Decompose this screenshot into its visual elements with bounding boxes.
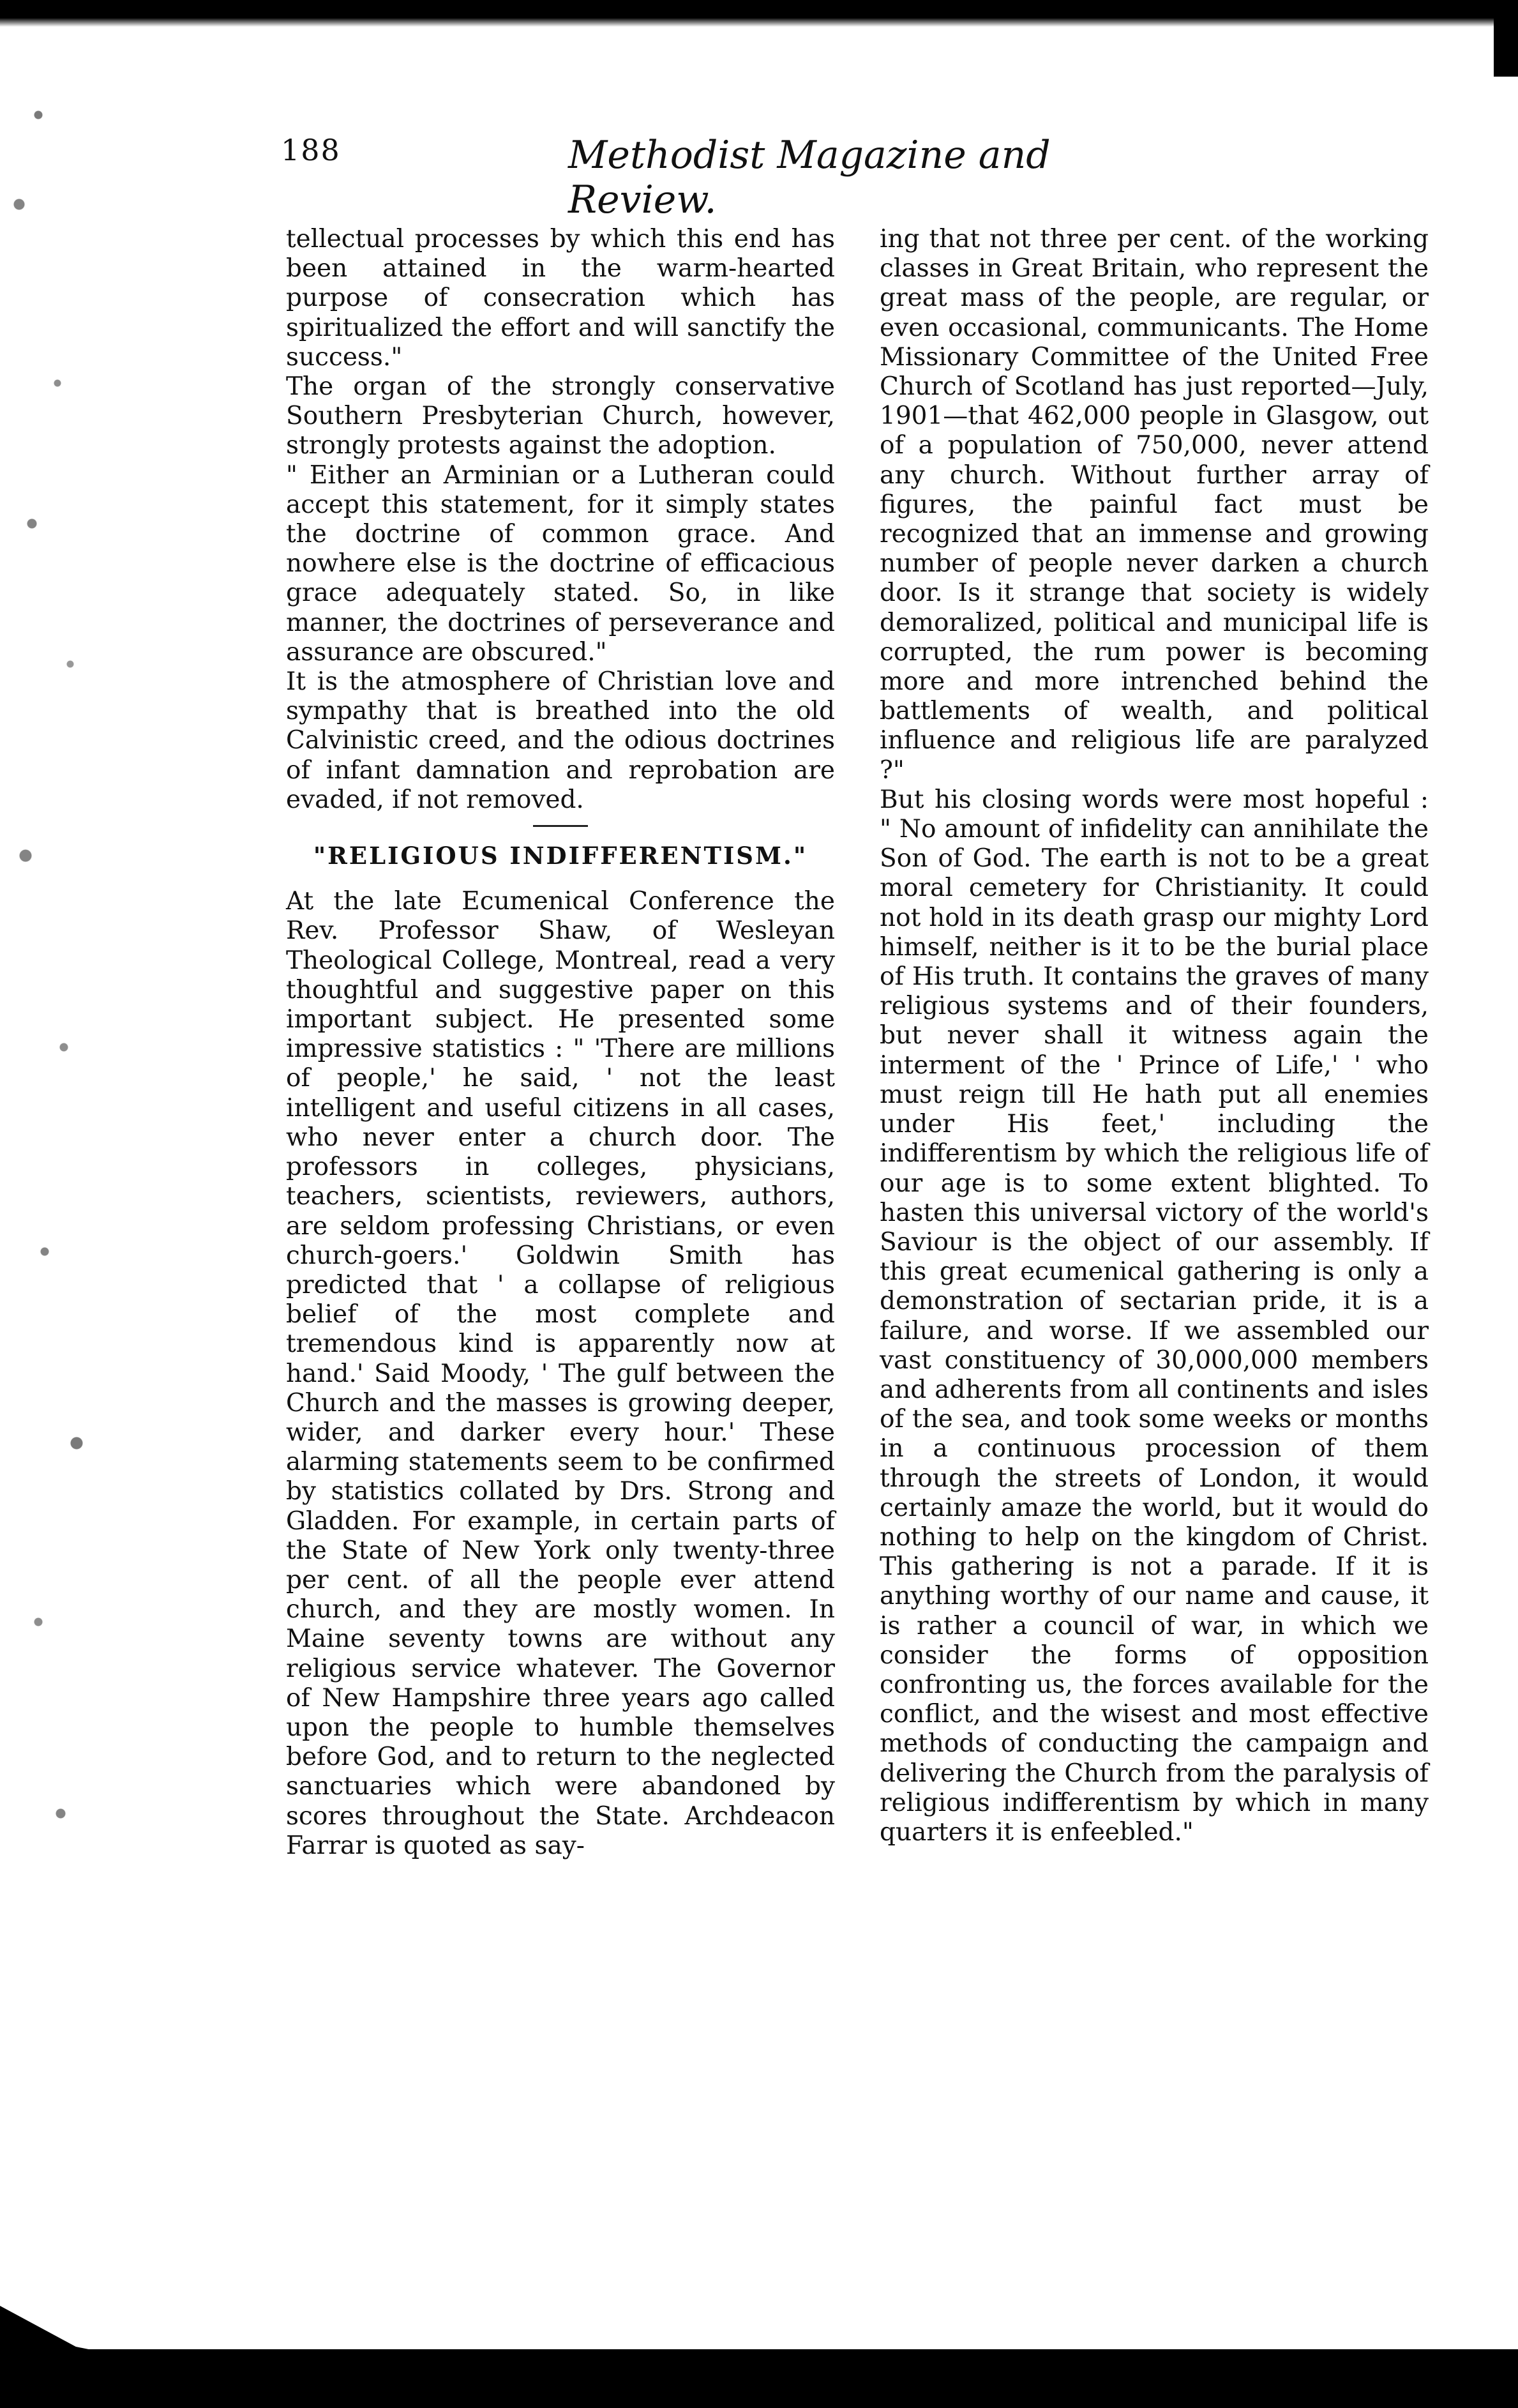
paragraph: ing that not three per cent. of the working classes in Great Britain, who represent the great mass of the people, are regular, or even occasional, communicants. The Home Missionary Committee of the United Free Church of Scotland has just reported—July, 1901—that 462,000 people in Glasgow, out of a population of 750,000, never attend any church. Without further array of figures, the painful fact must be recognized that an immense and growing number of people never darken a church door. Is it strange that society is widely demoralized, political and municipal life is corrupted, the rum power is becoming more and more intrenched behind the battlements of wealth, and political influence and religious life are paralyzed ?"	[880, 225, 1429, 785]
paragraph: tellectual processes by which this end has been attained in the warm-hearted purpose of consecration which has spiritualized the effort and will sanctify the success."	[286, 225, 835, 372]
journal-title: Methodist Magazine and Review.	[568, 133, 1051, 222]
paragraph: " Either an Arminian or a Lutheran could accept this statement, for it simply states the doctrine of common grace. And nowhere else is the doctrine of efficacious grace adequately stated. So, in like manner, the doctrines of perseverance and assurance are obscured."	[286, 460, 835, 667]
paragraph: The organ of the strongly conservative Southern Presbyterian Church, however, strongly protests against the adoption.	[286, 372, 835, 460]
scan-edge-top-right	[1494, 0, 1518, 77]
right-column	[880, 225, 1429, 1847]
paragraph: At the late Ecumenical Conference the Rev. Professor Shaw, of Wesleyan Theological College, Montreal, read a very thoughtful and suggestive paper on this important subject. He presented some impressive statistics : " 'There are millions of people,' he said, ' not the least intelligent and useful citizens in all cases, who never enter a church door. The professors in colleges, physicians, teachers, scientists, reviewers, authors, are seldom professing Christians, or even church-goers.' Goldwin Smith has predicted that ' a collapse of religious belief of the most complete and tremendous kind is apparently now at hand.' Said Moody, ' The gulf between the Church and the masses is growing deeper, wider, and darker every hour.' These alarming statements seem to be confirmed by statistics collated by Drs. Strong and Gladden. For example, in certain parts of the State of New York only twenty-three per cent. of all the people ever attend church, and they are mostly women. In Maine seventy towns are without any religious service whatever. The Governor of New Hampshire three years ago called upon the people to humble themselves before God, and to return to the neglected sanctuaries which were abandoned by scores throughout the State. Archdeacon Farrar is quoted as say-	[286, 887, 835, 1860]
running-head	[281, 133, 1162, 222]
scan-margin-speckle	[0, 38, 102, 1954]
scan-edge-top	[0, 0, 1518, 27]
paragraph: It is the atmosphere of Christian love and sympathy that is breathed into the old Calvinistic creed, and the odious doctrines of infant damnation and reprobation are evaded, if not removed.	[286, 667, 835, 814]
page-number: 188	[281, 133, 341, 167]
scan-edge-bottom	[0, 2349, 1518, 2408]
paragraph: But his closing words were most hopeful : " No amount of infidelity can annihilate the Son of God. The earth is not to be a great moral cemetery for Christianity. It could not hold in its death grasp our mighty Lord himself, neither is it to be the burial place of His truth. It contains the graves of many religious systems and of their founders, but never shall it witness again the interment of the ' Prince of Life,' ' who must reign till He hath put all enemies under His feet,' including the indifferentism by which the religious life of our age is to some extent blighted. To hasten this universal victory of the world's Saviour is the object of our assembly. If this great ecumenical gathering is only a demonstration of sectarian pride, it is a failure, and worse. If we assembled our vast constituency of 30,000,000 members and adherents from all continents and isles of the sea, and took some weeks or months in a continuous procession of them through the streets of London, it would certainly amaze the world, but it would do nothing to help on the kingdom of Christ. This gathering is not a parade. If it is anything worthy of our name and cause, it is rather a council of war, in which we consider the forms of opposition confronting us, the forces available for the conflict, and the wisest and most effective methods of conducting the campaign and delivering the Church from the paralysis of religious indifferentism by which in many quarters it is enfeebled."	[880, 785, 1429, 1847]
left-column	[286, 225, 835, 1861]
section-divider	[533, 825, 588, 827]
section-heading: "RELIGIOUS INDIFFERENTISM."	[313, 842, 808, 870]
